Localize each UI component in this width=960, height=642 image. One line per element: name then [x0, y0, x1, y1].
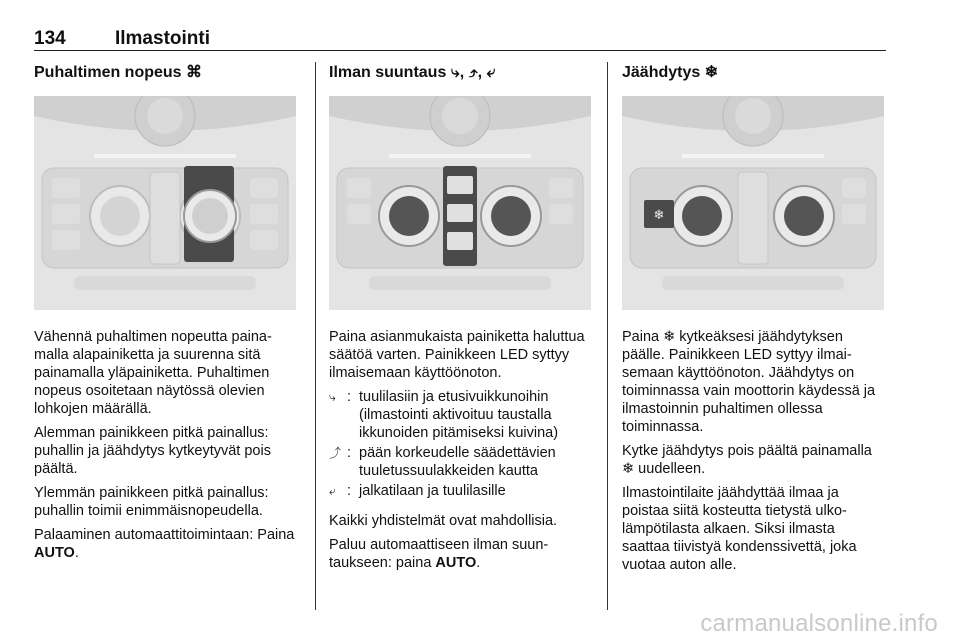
cooling-paragraph-1: Paina ❄ kytkeäksesi jäähdytyksen päälle. Painikkeen LED syttyy ilmaisemaan käyttöönoton. Jäähdytys on toiminnassa vain moottorin käydessä ja ilmastoinnin puhaltimen ollessa toiminnassa. — [622, 329, 876, 435]
figure-fan-speed-panel — [34, 96, 296, 310]
snowflake-icon: ❄ — [622, 461, 635, 477]
cooling-paragraph-2: Kytke jäähdytys pois päältä painamalla ❄ uudelleen. — [622, 443, 872, 477]
snowflake-icon: ❄ — [663, 329, 676, 345]
list-item: ⤴ : pään korkeudelle säädettävien tuuletussuulakkeiden kautta — [329, 445, 556, 479]
air-paragraph-3: Paluu automaattiseen ilman suuntaukseen: paina AUTO. — [329, 537, 549, 571]
section-title-air-distribution: Ilman suuntaus ⤷, ⤴, ⤶ — [329, 64, 496, 81]
fan-icon: ⌘ — [186, 64, 203, 81]
fan-paragraph-3: Ylemmän painikkeen pitkä painallus: puhallin toimii enimmäisnopeudella. — [34, 485, 269, 519]
fan-paragraph-2: Alemman painikkeen pitkä painallus: puhallin ja jäähdytys kytkeytyvät pois päältä. — [34, 425, 271, 477]
head-level-icon: ⤴ — [329, 446, 342, 460]
air-direction-icons: ⤷, ⤴, ⤶ — [450, 64, 496, 81]
column-fan-speed — [34, 62, 296, 568]
page-header — [34, 28, 210, 50]
climate-panel-illustration — [329, 96, 591, 310]
climate-panel-illustration — [34, 96, 296, 310]
air-intro: Paina asianmukaista painiketta haluttua säätöä varten. Painikkeen LED syttyy ilmaisemaan käyttöönoton. — [329, 329, 585, 381]
list-item: ⤷ : tuulilasiin ja etusivuikkunoihin (ilmastointi aktivoituu taustalla ikkunoiden pitämiseksi kuivina) — [329, 389, 559, 441]
auto-label: AUTO — [435, 555, 477, 571]
chapter-title: Ilmastointi — [114, 28, 210, 49]
svg-text:❄: ❄ — [653, 208, 665, 223]
header-rule — [34, 50, 886, 51]
auto-label: AUTO — [34, 545, 75, 561]
column-divider-1 — [315, 62, 316, 610]
section-title-fan-speed: Puhaltimen nopeus ⌘ — [34, 64, 203, 81]
windscreen-icon: ⤷ — [329, 390, 336, 404]
fan-paragraph-4: Palaaminen automaattitoimintaan: Paina AUTO. — [34, 527, 295, 561]
figure-cooling-panel — [622, 96, 884, 310]
cooling-paragraph-3: Ilmastointilaite jäähdyttää ilmaa ja poistaa siitä kosteutta tietystä ulkolämpötilasta alkaen. Siksi ilmasta saattaa tiivistyä kondenssivettä, joka vuotaa auton alle. — [622, 485, 857, 573]
list-item: ⤶ : jalkatilaan ja tuulilasille — [329, 483, 506, 499]
watermark: carmanualsonline.info — [700, 610, 938, 637]
fan-paragraph-1: Vähennä puhaltimen nopeutta painamalla alapainiketta ja suurenna sitä painamalla yläpainiketta. Puhaltimen nopeus osoitetaan näytössä olevien lohkojen määrällä. — [34, 329, 272, 417]
air-paragraph-2: Kaikki yhdistelmät ovat mahdollisia. — [329, 513, 558, 529]
column-cooling — [622, 62, 884, 580]
footwell-icon: ⤶ — [329, 484, 336, 498]
page-number: 134 — [34, 28, 66, 49]
figure-air-distribution-panel — [329, 96, 591, 310]
column-divider-2 — [607, 62, 608, 610]
climate-panel-illustration — [622, 96, 884, 310]
snowflake-icon: ❄ — [704, 64, 719, 81]
section-title-cooling: Jäähdytys ❄ — [622, 64, 719, 81]
column-air-distribution — [329, 62, 591, 578]
